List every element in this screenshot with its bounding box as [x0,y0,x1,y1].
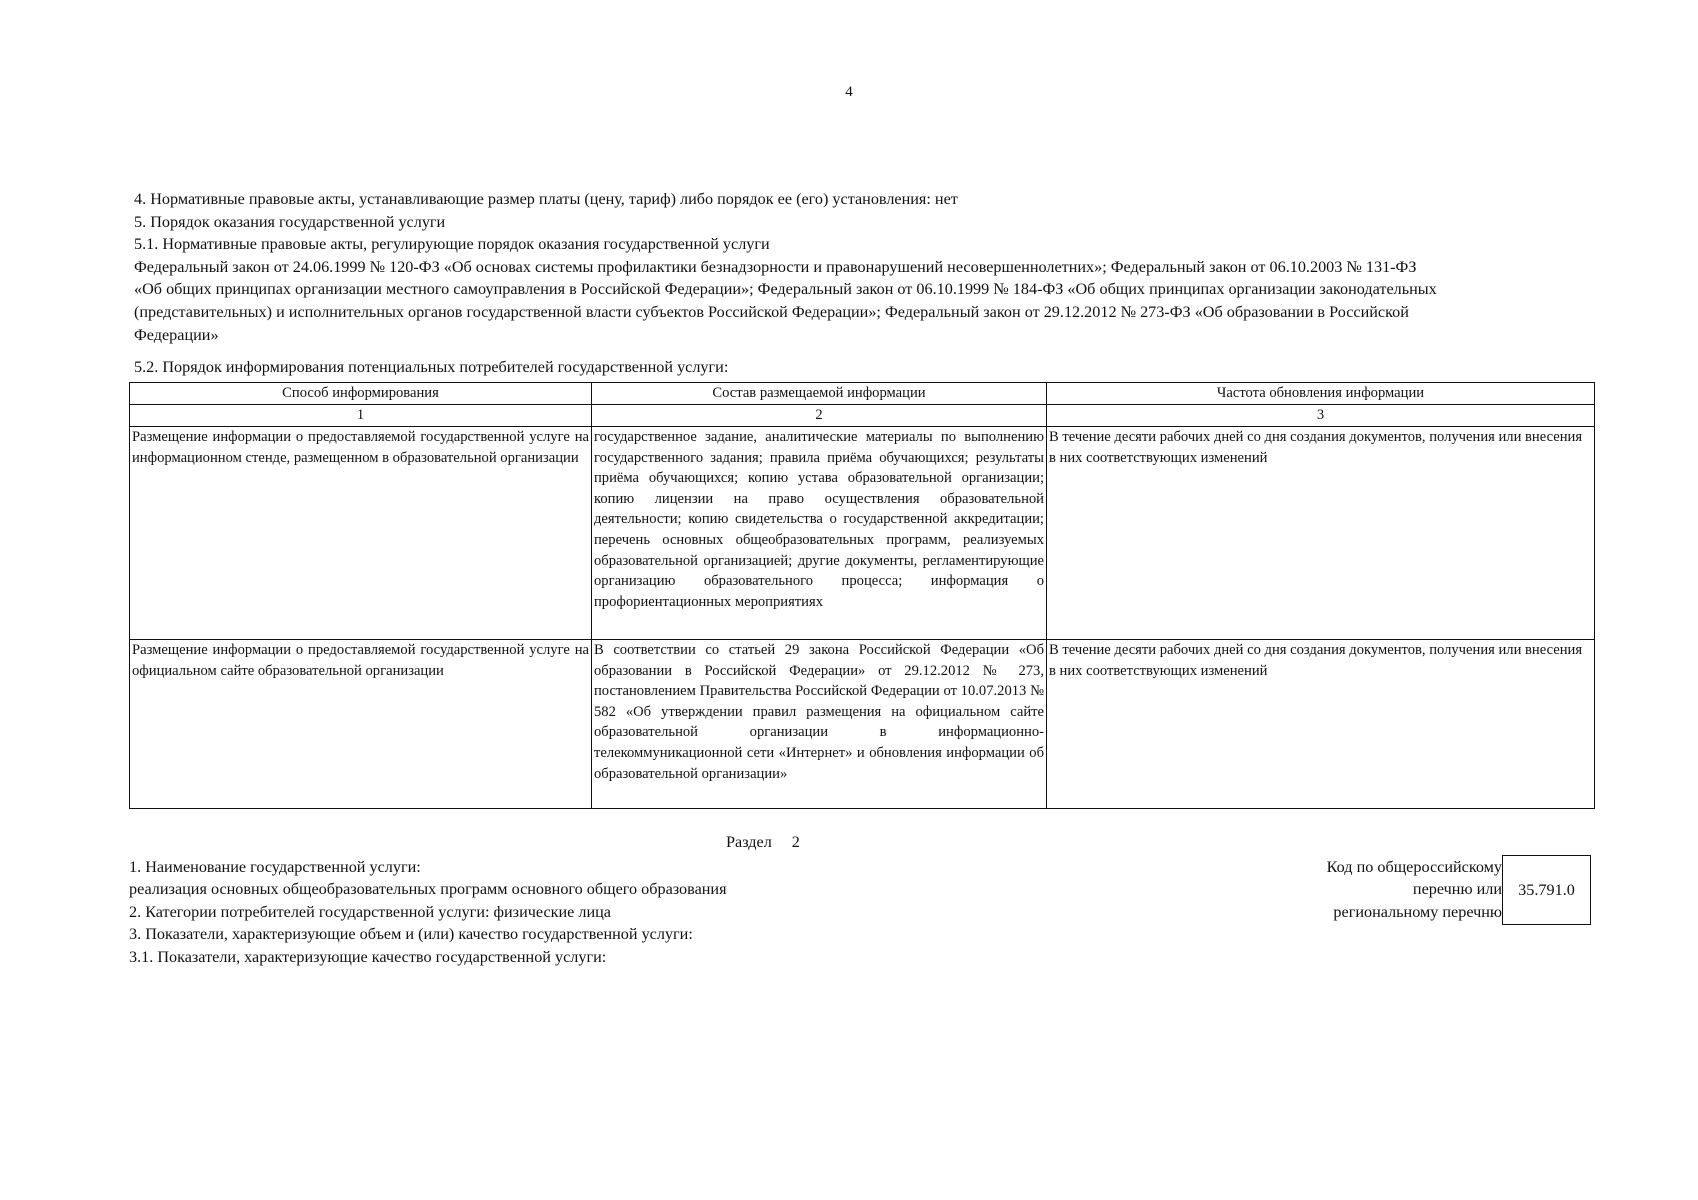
federal-laws-line-2: «Об общих принципах организации местного самоуправления в Российской Федерации»; Федеральный закон от 06.10.1999 № 184-ФЗ «Об общих принципах организации законодательных [134,280,1437,299]
header-frequency: Частота обновления информации [1047,383,1595,405]
cell-method: Размещение информации о предоставляемой государственной услуге на информационном стенде, размещенном в образовательной организации [130,427,592,640]
registry-code-value: 35.791.0 [1518,880,1575,899]
federal-laws-line-4: Федерации» [134,325,219,344]
column-number-1: 1 [130,405,592,427]
column-number-2: 2 [592,405,1047,427]
cell-method: Размещение информации о предоставляемой государственной услуге на официальном сайте образовательной организации [130,640,592,809]
section-2-block [129,856,727,968]
header-method: Способ информирования [130,383,592,405]
column-number-3: 3 [1047,405,1595,427]
cell-content: В соответствии со статьей 29 закона Российской Федерации «Об образовании в Российской Федерации» от 29.12.2012 № 273, постановлением Правительства Российской Федерации от 10.07.2013 № 582 «Об утверждении правил размещения на официальном сайте образовательной организации в информационно-телекоммуникационной сети «Интернет» и обновления информации об образовательной организации» [592,640,1047,809]
item-5-2-heading: 5.2. Порядок информирования потенциальных потребителей государственной услуги: [134,358,729,376]
service-name-value: реализация основных общеобразовательных программ основного общего образования [129,880,727,899]
code-label-line: Код по общероссийскому [1326,858,1502,876]
table-row [130,427,1595,640]
item-5-1-heading: 5.1. Нормативные правовые акты, регулирующие порядок оказания государственной услуги [134,235,770,254]
indicators-heading: 3. Показатели, характеризующие объем и (или) качество государственной услуги: [129,925,693,944]
cell-content: государственное задание, аналитические материалы по выполнению государственного задания; правила приёма обучающихся; результаты приёма обучающихся; копию устава образовательной организации; копию лицензии на право осуществления образовательной деятельности; копию свидетельства о государственной аккредитации; перечень основных общеобразовательных программ, реализуемых образовательной организацией; другие документы, регламентирующие организацию образовательного процесса; информация о профориентационных мероприятиях [592,427,1047,640]
cell-frequency: В течение десяти рабочих дней со дня создания документов, получения или внесения в них соответствующих изменений [1047,640,1595,809]
cell-frequency: В течение десяти рабочих дней со дня создания документов, получения или внесения в них соответствующих изменений [1047,427,1595,640]
table-number-row [130,405,1595,427]
consumer-categories: 2. Категории потребителей государственной услуги: физические лица [129,902,611,921]
service-name-heading: 1. Наименование государственной услуги: [129,858,421,876]
federal-laws-line-3: (представительных) и исполнительных органов государственной власти субъектов Российской Федерации»; Федеральный закон от 29.12.2012 № 273-ФЗ «Об образовании в Российской [134,302,1409,321]
section-title-word: Раздел [726,833,772,851]
table-row [130,640,1595,809]
section-2-title [726,833,800,852]
registry-code-box [1502,855,1591,925]
quality-indicators-heading: 3.1. Показатели, характеризующие качество государственной услуги: [129,947,607,966]
code-label-line: перечню или [1412,880,1502,899]
page-number: 4 [845,84,853,100]
normative-acts-block [134,188,1594,346]
item-4-payment-acts: 4. Нормативные правовые акты, устанавливающие размер платы (цену, тариф) либо порядок ее (его) установления: нет [134,190,958,208]
section-title-number: 2 [791,833,800,851]
item-5-procedure-heading: 5. Порядок оказания государственной услуги [134,212,446,231]
federal-laws-line-1: Федеральный закон от 24.06.1999 № 120-ФЗ «Об основах системы профилактики безнадзорности и правонарушений несовершеннолетних»; Федеральный закон от 06.10.2003 № 131-ФЗ [134,257,1417,276]
code-label-line: региональному перечню [1333,902,1502,921]
informing-table [129,382,1595,809]
registry-code-label [1280,856,1502,923]
header-content: Состав размещаемой информации [592,383,1047,405]
table-header-row [130,383,1595,405]
